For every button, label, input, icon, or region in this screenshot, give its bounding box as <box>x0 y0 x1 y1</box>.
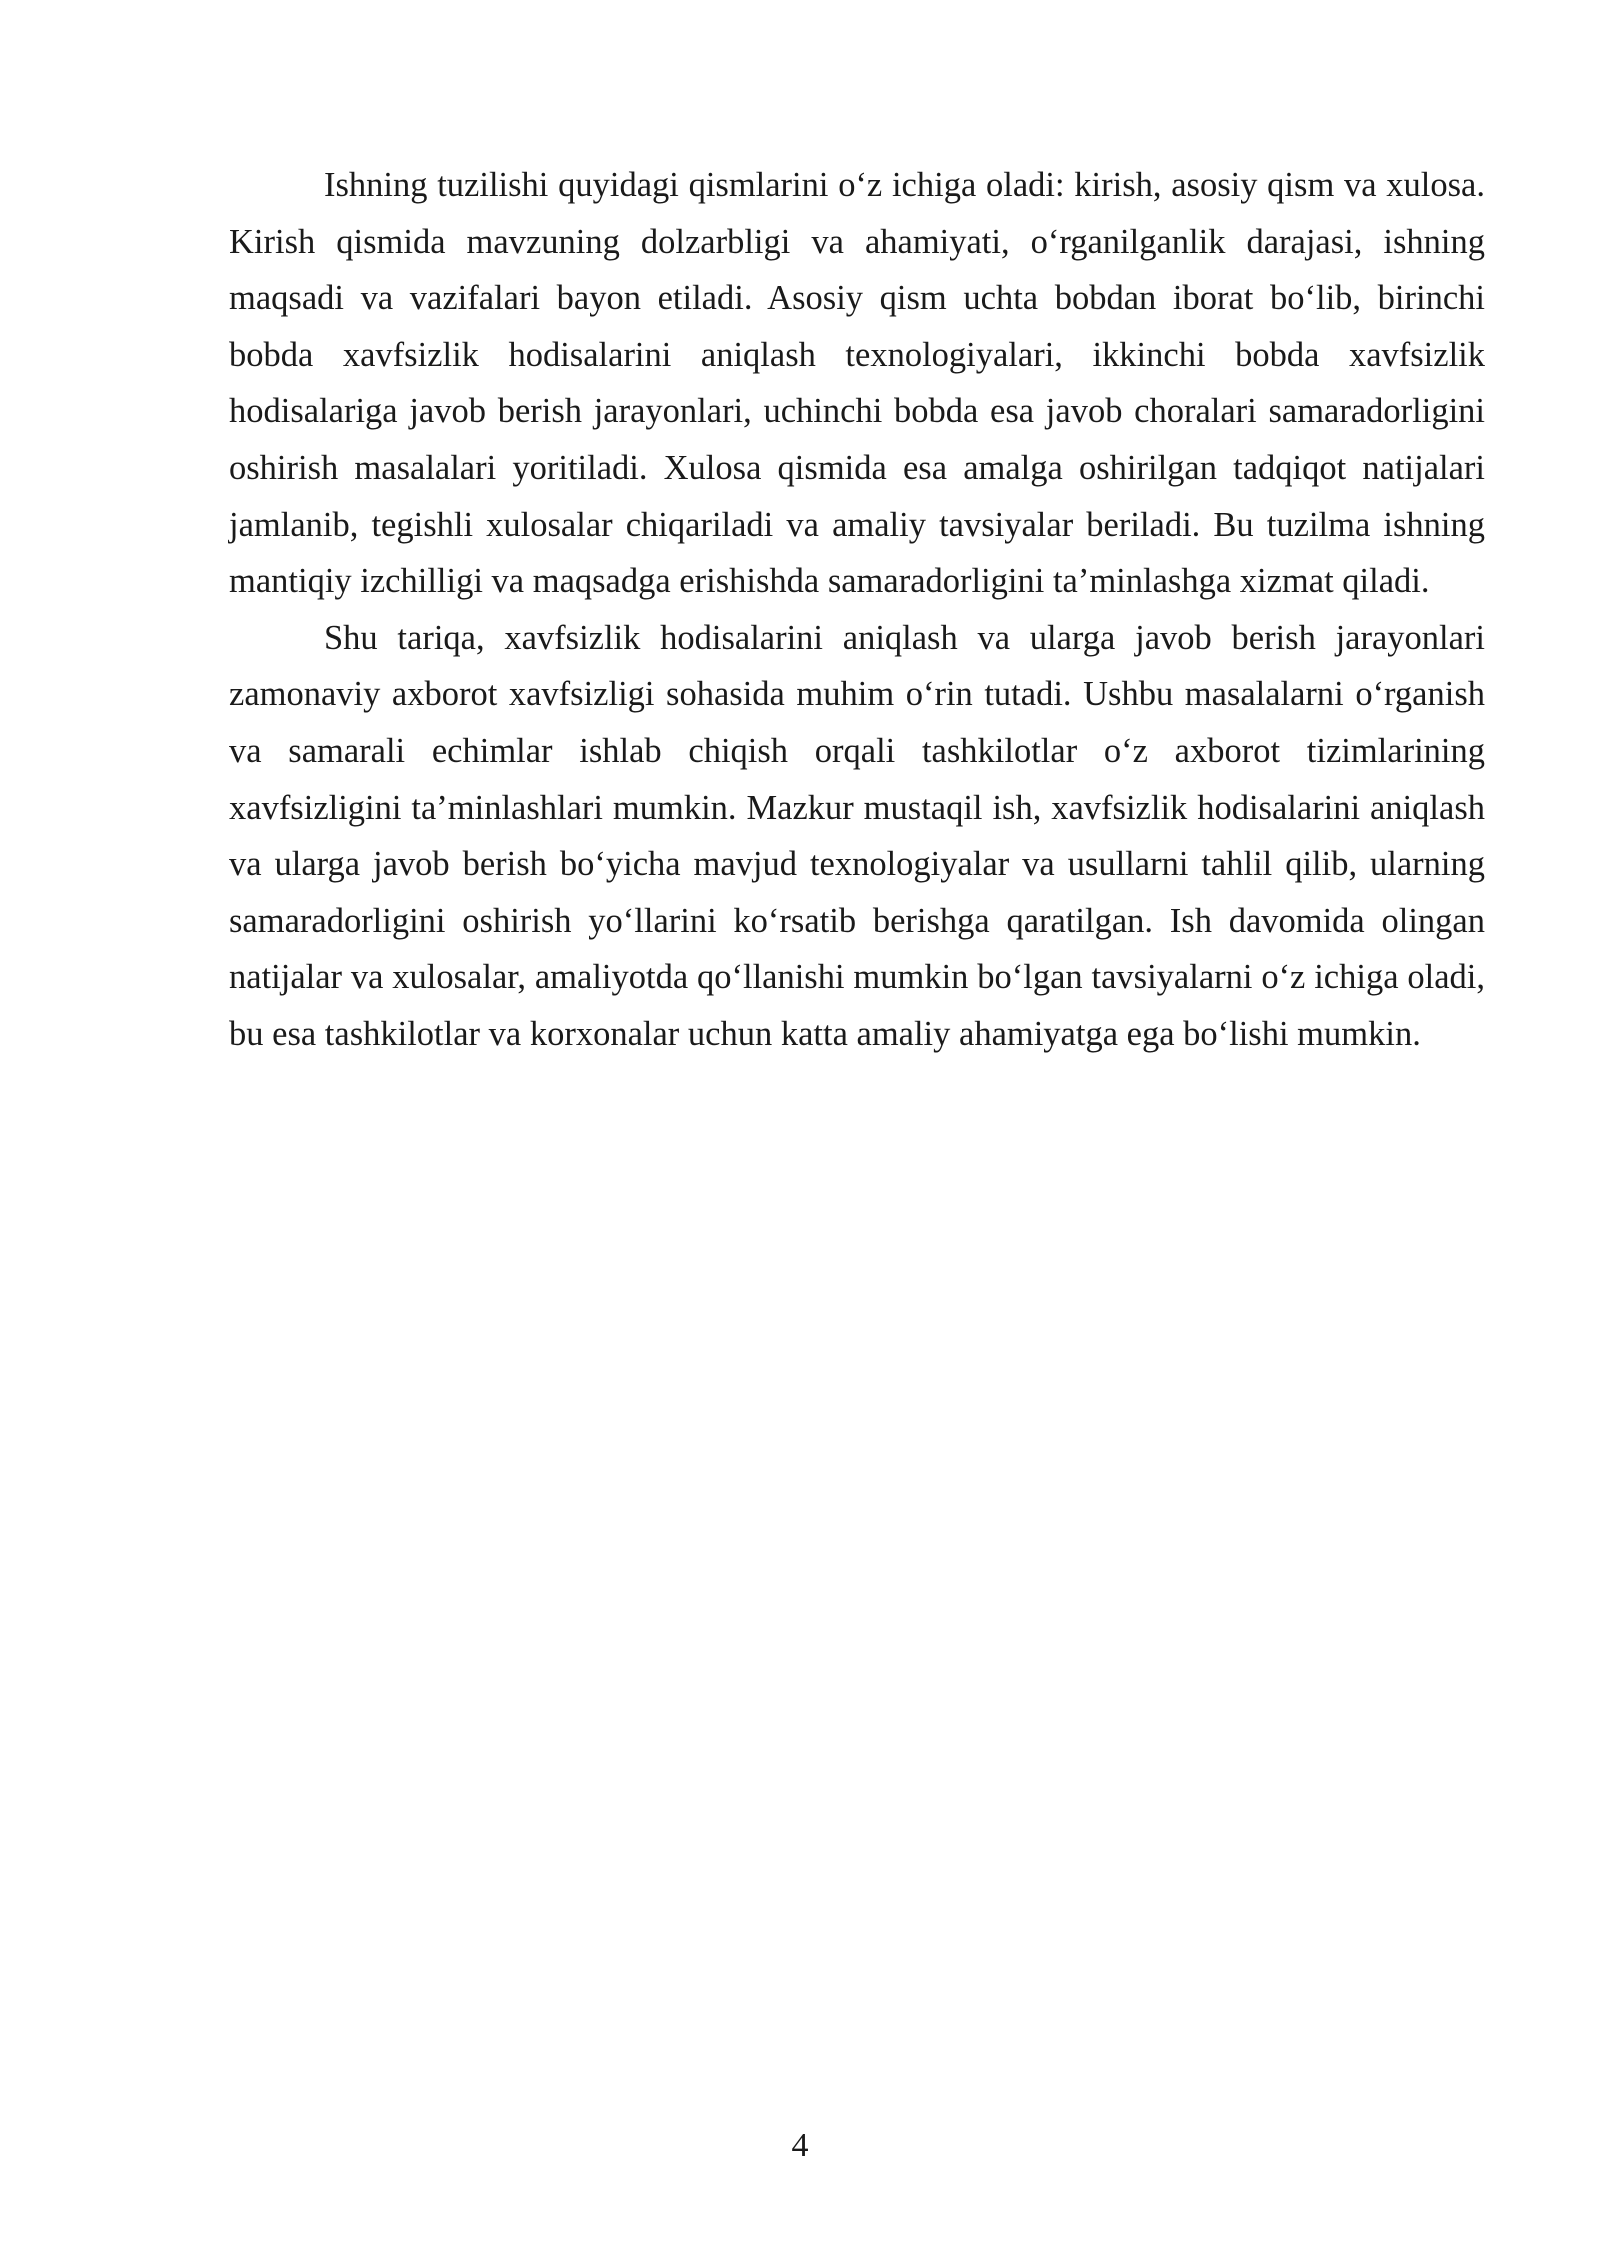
page-number: 4 <box>791 2127 809 2164</box>
body-text <box>229 157 1485 1063</box>
paragraph-conclusion: Shu tariqa, xavfsizlik hodisalarini aniqlash va ularga javob berish jarayonlari zamonaviy axborot xavfsizligi sohasida muhim o‘rin tutadi. Ushbu masalalarni o‘rganish va samarali echimlar ishlab chiqish orqali tashkilotlar o‘z axborot tizimlarining xavfsizligini ta’minlashlari mumkin. Mazkur mustaqil ish, xavfsizlik hodisalarini aniqlash va ularga javob berish bo‘yicha mavjud texnologiyalar va usullarni tahlil qilib, ularning samaradorligini oshirish yo‘llarini ko‘rsatib berishga qaratilgan. Ish davomida olingan natijalar va xulosalar, amaliyotda qo‘llanishi mumkin bo‘lgan tavsiyalarni o‘z ichiga oladi, bu esa tashkilotlar va korxonalar uchun katta amaliy ahamiyatga ega bo‘lishi mumkin. <box>229 618 1485 1053</box>
paragraph-structure: Ishning tuzilishi quyidagi qismlarini o‘z ichiga oladi: kirish, asosiy qism va xulosa. Kirish qismida mavzuning dolzarbligi va ahamiyati, o‘rganilganlik darajasi, ishning maqsadi va vazifalari bayon etiladi. Asosiy qism uchta bobdan iborat bo‘lib, birinchi bobda xavfsizlik hodisalarini aniqlash texnologiyalari, ikkinchi bobda xavfsizlik hodisalariga javob berish jarayonlari, uchinchi bobda esa javob choralari samaradorligini oshirish masalalari yoritiladi. Xulosa qismida esa amalga oshirilgan tadqiqot natijalari jamlanib, tegishli xulosalar chiqariladi va amaliy tavsiyalar beriladi. Bu tuzilma ishning mantiqiy izchilligi va maqsadga erishishda samaradorligini ta’minlashga xizmat qiladi. <box>229 166 1485 601</box>
